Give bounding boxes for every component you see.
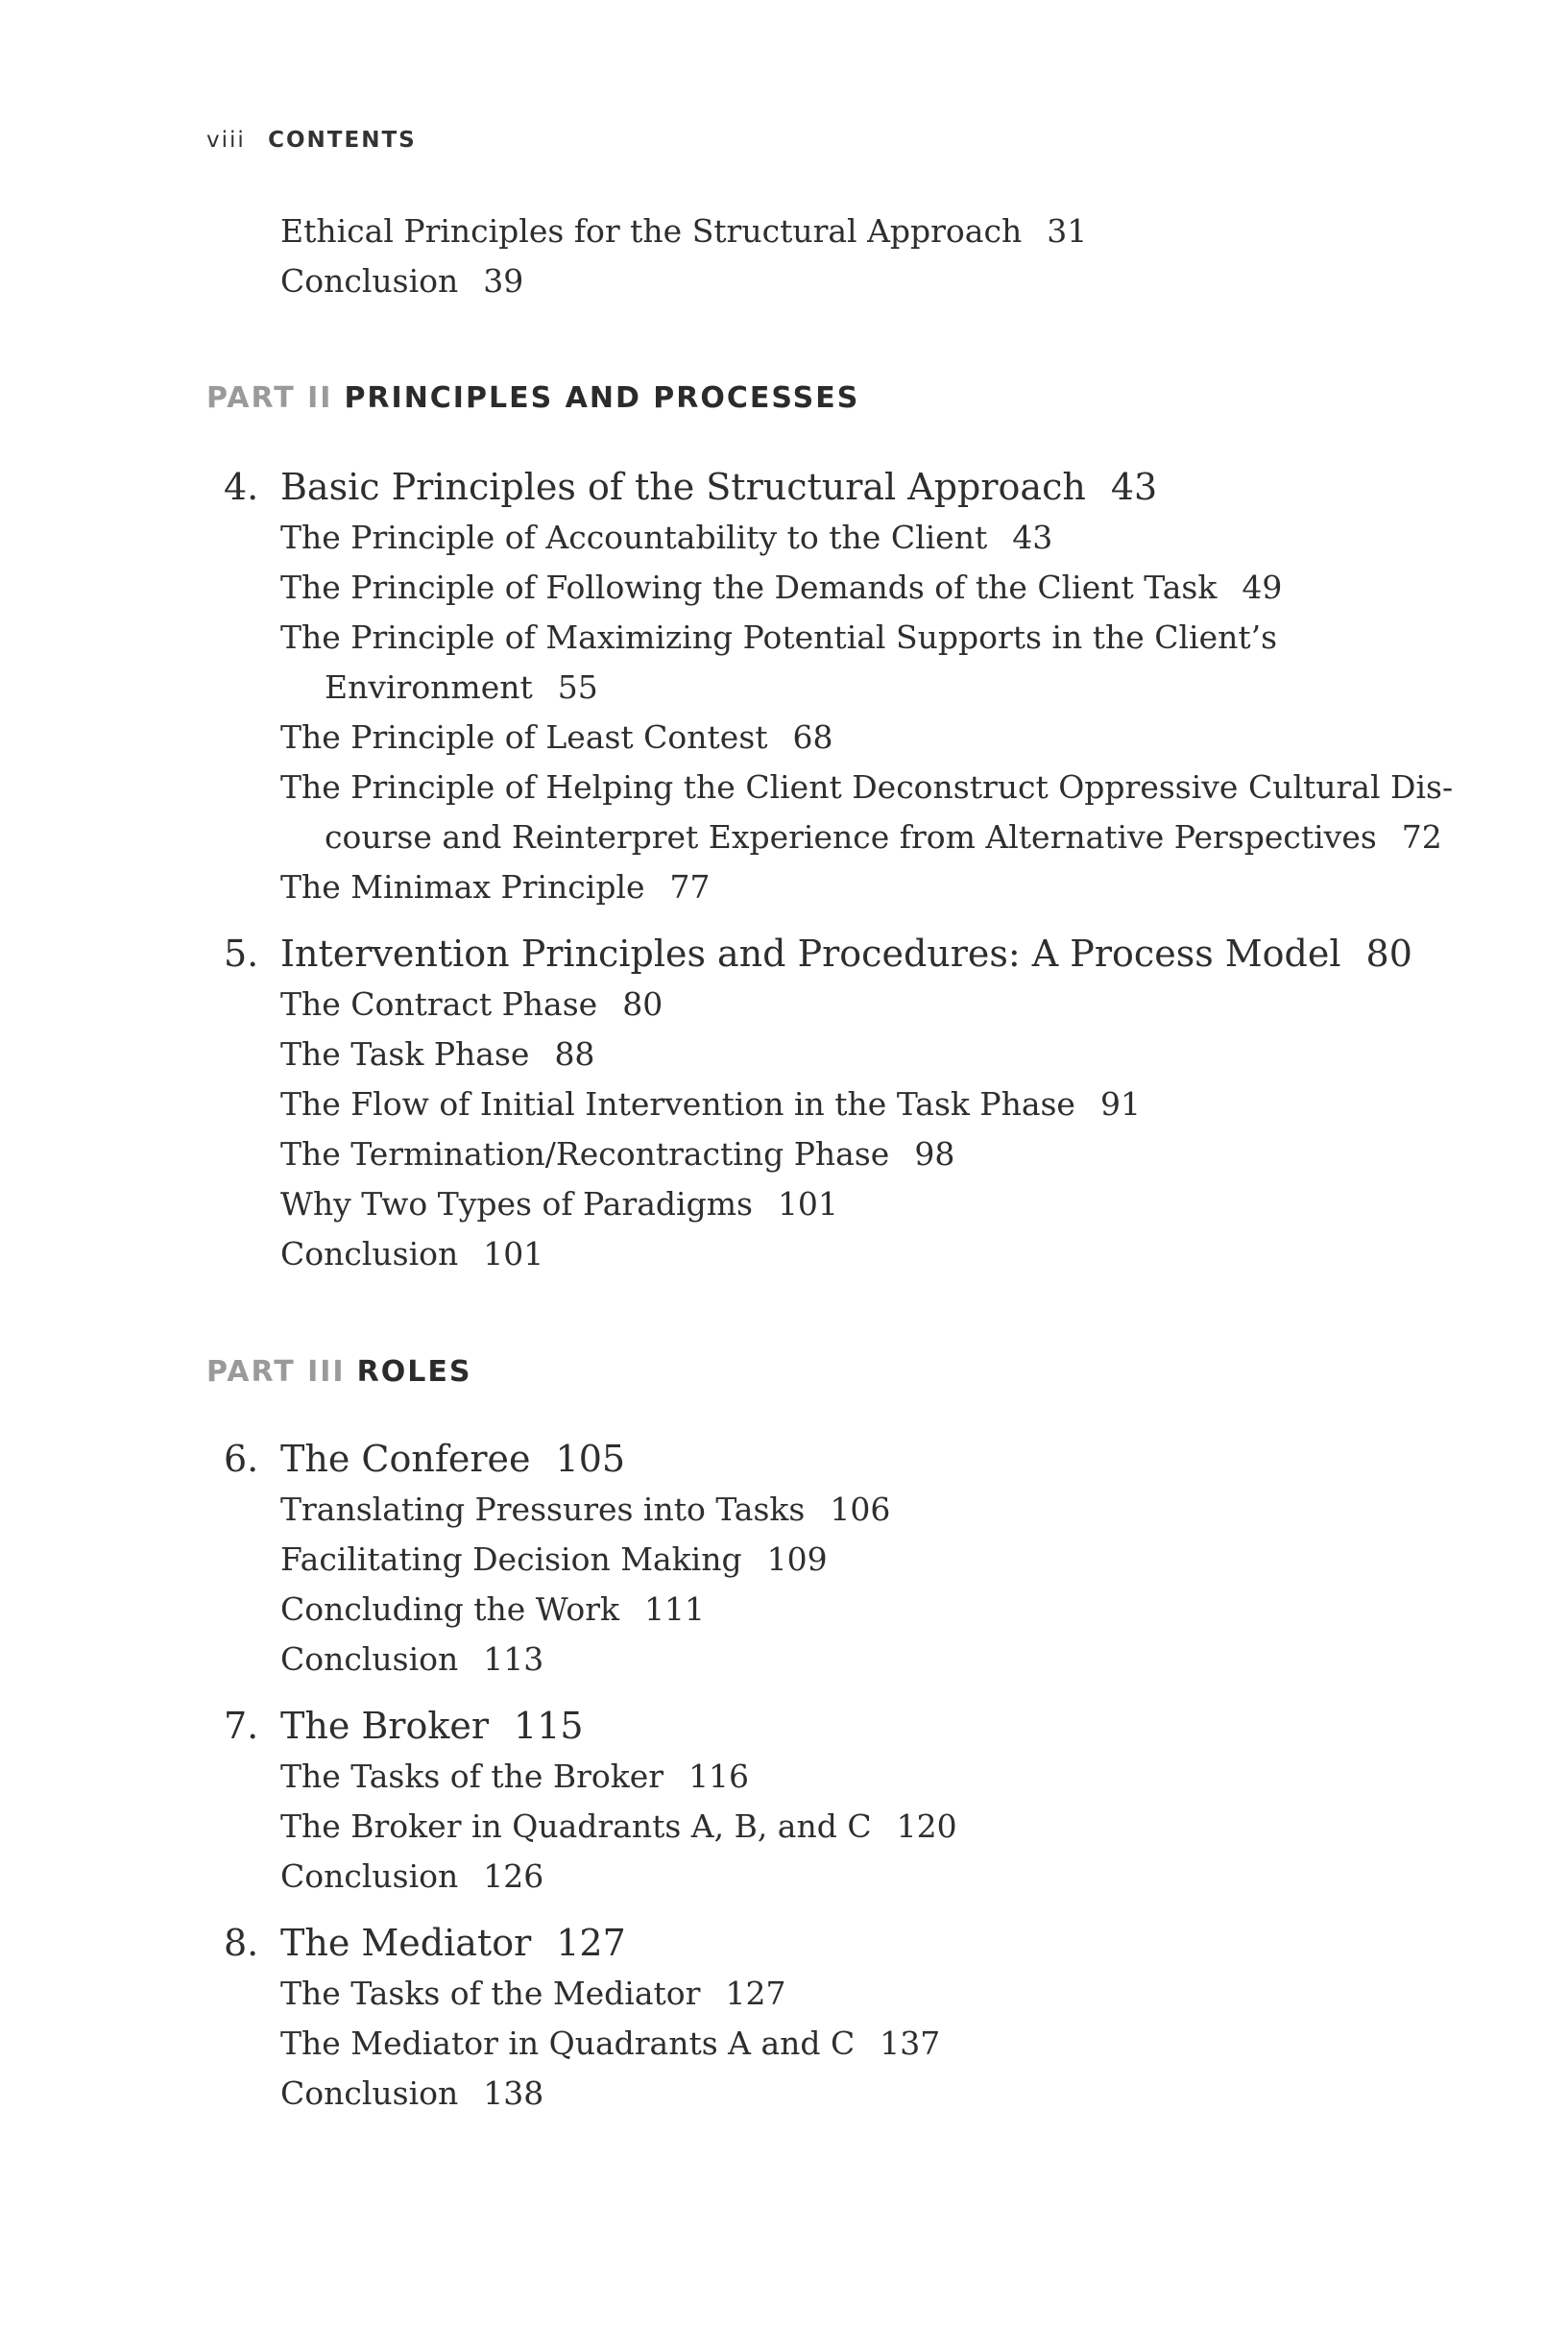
- chapter-page: 80: [1365, 933, 1412, 975]
- entry-title: The Principle of Maximizing Potential Supports in the Client’s: [280, 618, 1278, 656]
- entry-page: 72: [1401, 818, 1442, 856]
- part-heading: [206, 381, 859, 415]
- entry-title: Facilitating Decision Making: [280, 1540, 742, 1578]
- toc-entry: [280, 1590, 705, 1629]
- entry-page: 80: [622, 985, 663, 1023]
- toc-entry: [280, 618, 1277, 657]
- chapter-title: The Broker: [280, 1705, 490, 1747]
- entry-page: 138: [483, 2074, 544, 2112]
- entry-page: 43: [1012, 519, 1053, 556]
- chapter-number: 4.: [224, 466, 259, 508]
- entry-page: 101: [777, 1185, 838, 1223]
- toc-entry: [280, 1035, 594, 1074]
- entry-page: 127: [725, 1975, 786, 2012]
- chapter-heading: [224, 1921, 626, 1965]
- entry-page: 126: [483, 1857, 544, 1895]
- chapter-page: 43: [1110, 466, 1158, 508]
- entry-page: 116: [688, 1758, 750, 1795]
- entry-title: The Principle of Least Contest: [280, 718, 768, 756]
- entry-title: Concluding the Work: [280, 1590, 620, 1628]
- entry-page: 98: [914, 1135, 955, 1173]
- chapter-title: The Conferee: [280, 1438, 531, 1480]
- entry-title: The Flow of Initial Intervention in the Task Phase: [280, 1085, 1075, 1123]
- running-head-label: CONTENTS: [268, 128, 417, 153]
- entry-title: Conclusion: [280, 1857, 459, 1895]
- page-number: viii: [206, 128, 246, 153]
- entry-page: 77: [669, 868, 711, 906]
- entry-title: The Minimax Principle: [280, 868, 645, 906]
- toc-entry: [280, 1975, 785, 2013]
- chapter-number: 5.: [224, 933, 259, 975]
- chapter-number: 6.: [224, 1438, 259, 1480]
- toc-entry: [280, 2074, 543, 2113]
- chapter-page: 105: [555, 1438, 626, 1480]
- toc-entry: [280, 1085, 1141, 1124]
- entry-page: 68: [792, 718, 833, 756]
- toc-entry: [280, 1491, 890, 1529]
- entry-title: The Principle of Following the Demands of the Client Task: [280, 569, 1218, 606]
- chapter-title: Intervention Principles and Procedures: A Process Model: [280, 933, 1341, 975]
- entry-title: The Termination/Recontracting Phase: [280, 1135, 890, 1173]
- entry-page: 31: [1047, 212, 1088, 250]
- entry-title: Why Two Types of Paradigms: [280, 1185, 753, 1223]
- running-head: [206, 128, 417, 153]
- entry-title-cont: course and Reinterpret Experience from Alternative Perspectives: [325, 818, 1377, 856]
- entry-page: 137: [880, 2025, 941, 2062]
- entry-page: 101: [483, 1235, 544, 1273]
- entry-page: 113: [483, 1640, 544, 1678]
- part-title: ROLES: [356, 1355, 472, 1389]
- toc-entry: [280, 768, 1453, 807]
- entry-title: Conclusion: [280, 262, 459, 300]
- toc-entry: [280, 2025, 940, 2063]
- toc-entry: [280, 1857, 543, 1896]
- toc-entry: [280, 1758, 749, 1796]
- entry-title-cont: Environment: [325, 668, 533, 706]
- toc-entry: [280, 868, 711, 907]
- chapter-heading: [224, 465, 1157, 509]
- entry-title: The Broker in Quadrants A, B, and C: [280, 1807, 872, 1845]
- entry-page: 39: [483, 262, 524, 300]
- chapter-heading: [224, 1437, 625, 1481]
- toc-entry: [280, 985, 663, 1024]
- toc-entry: [280, 569, 1282, 607]
- entry-title: Conclusion: [280, 2074, 459, 2112]
- toc-entry-continuation: [325, 668, 598, 707]
- toc-entry: [280, 1807, 957, 1846]
- entry-title: The Principle of Helping the Client Deconstruct Oppressive Cultural Dis-: [280, 768, 1454, 806]
- toc-entry: [280, 212, 1087, 251]
- part-title: PRINCIPLES AND PROCESSES: [344, 381, 860, 415]
- entry-page: 109: [766, 1540, 828, 1578]
- entry-title: Ethical Principles for the Structural Approach: [280, 212, 1023, 250]
- entry-title: The Contract Phase: [280, 985, 598, 1023]
- entry-title: The Tasks of the Mediator: [280, 1975, 701, 2012]
- toc-entry: [280, 718, 833, 757]
- toc-entry: [280, 1135, 954, 1174]
- entry-page: 88: [554, 1035, 595, 1073]
- entry-title: The Task Phase: [280, 1035, 530, 1073]
- chapter-title: The Mediator: [280, 1922, 532, 1964]
- part-label: PART III: [206, 1355, 346, 1389]
- entry-page: 91: [1099, 1085, 1141, 1123]
- toc-entry-continuation: [325, 818, 1442, 857]
- entry-title: The Tasks of the Broker: [280, 1758, 664, 1795]
- entry-title: Translating Pressures into Tasks: [280, 1491, 806, 1528]
- entry-page: 106: [830, 1491, 891, 1528]
- entry-title: The Principle of Accountability to the Client: [280, 519, 988, 556]
- chapter-title: Basic Principles of the Structural Approach: [280, 466, 1086, 508]
- part-label: PART II: [206, 381, 333, 415]
- toc-entry: [280, 262, 523, 301]
- toc-entry: [280, 1640, 543, 1679]
- entry-title: The Mediator in Quadrants A and C: [280, 2025, 856, 2062]
- entry-page: 55: [557, 668, 598, 706]
- toc-entry: [280, 1235, 543, 1273]
- toc-entry: [280, 519, 1052, 557]
- entry-page: 120: [896, 1807, 957, 1845]
- part-heading: [206, 1355, 471, 1389]
- chapter-number: 7.: [224, 1705, 259, 1747]
- chapter-page: 127: [556, 1922, 626, 1964]
- chapter-page: 115: [514, 1705, 584, 1747]
- toc-entry: [280, 1540, 828, 1579]
- entry-title: Conclusion: [280, 1640, 459, 1678]
- entry-page: 49: [1242, 569, 1283, 606]
- chapter-heading: [224, 1704, 584, 1748]
- entry-title: Conclusion: [280, 1235, 459, 1273]
- chapter-number: 8.: [224, 1922, 259, 1964]
- entry-page: 111: [644, 1590, 706, 1628]
- toc-entry: [280, 1185, 838, 1224]
- chapter-heading: [224, 932, 1412, 976]
